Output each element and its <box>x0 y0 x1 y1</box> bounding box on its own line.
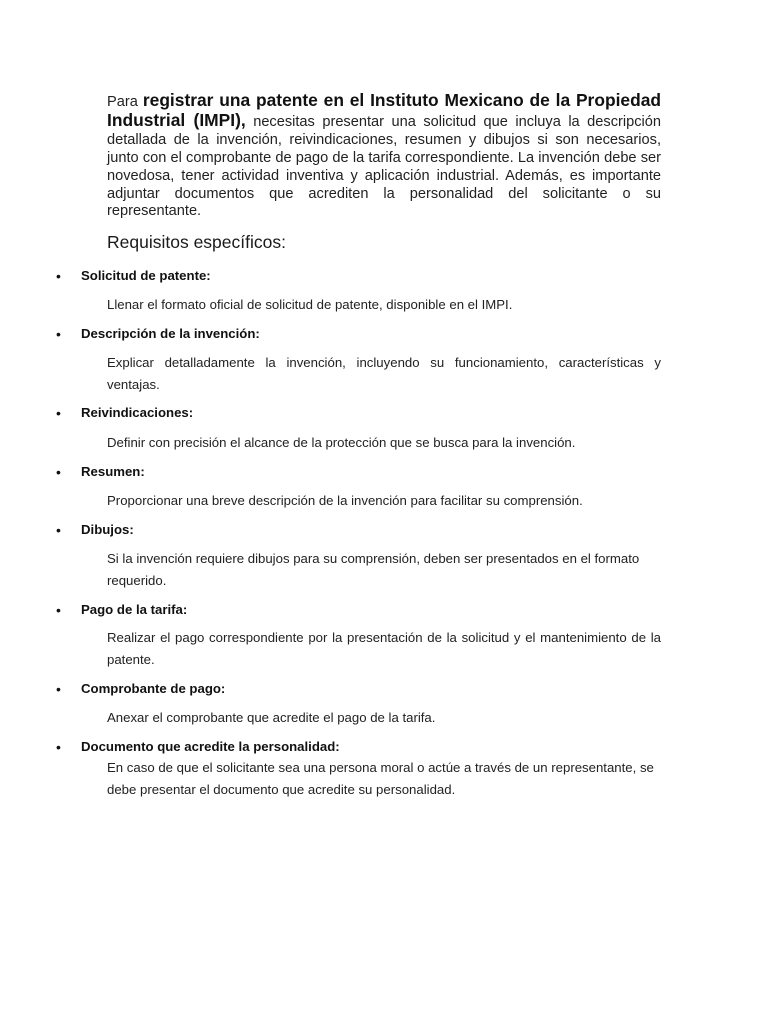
requirement-description: Realizar el pago correspondiente por la presentación de la solicitud y el mantenimiento de la patente. <box>107 630 661 667</box>
requirement-description: Proporcionar una breve descripción de la invención para facilitar su comprensión. <box>107 493 583 508</box>
requirement-description: Llenar el formato oficial de solicitud de patente, disponible en el IMPI. <box>107 297 513 312</box>
bullet-marker: • <box>56 602 61 618</box>
requirement-description: Anexar el comprobante que acredite el pago de la tarifa. <box>107 710 436 725</box>
intro-paragraph <box>107 92 661 221</box>
bullet-marker: • <box>56 326 61 342</box>
intro-bold-lead: registrar una patente en el Instituto Mexicano de la Propiedad Industrial (IMPI), <box>107 90 661 130</box>
requirement-description: Explicar detalladamente la invención, incluyendo su funcionamiento, características y ventajas. <box>107 355 661 392</box>
bullet-marker: • <box>56 405 61 421</box>
requirement-description: En caso de que el solicitante sea una persona moral o actúe a través de un representante, se debe presentar el documento que acredite su personalidad. <box>107 760 654 797</box>
bullet-marker: • <box>56 268 61 284</box>
requirement-title: Pago de la tarifa: <box>81 602 188 617</box>
intro-body: necesitas presentar una solicitud que incluya la descripción detallada de la invención, reivindicaciones, resumen y dibujos si son necesarios, junto con el comprobante de pago de la tarifa correspondiente. La invención debe ser novedosa, tener actividad inventiva y aplicación industrial. Además, es importante adjuntar documentos que acrediten la personalidad del solicitante o su representante. <box>107 113 661 220</box>
bullet-marker: • <box>56 681 61 697</box>
requirement-title: Resumen: <box>81 464 145 479</box>
requirement-title: Documento que acredite la personalidad: <box>81 739 340 754</box>
bullet-marker: • <box>56 522 61 538</box>
requirement-description: Si la invención requiere dibujos para su comprensión, deben ser presentados en el formato requerido. <box>107 551 640 588</box>
requirement-title: Reivindicaciones: <box>81 405 194 420</box>
requirement-title: Descripción de la invención: <box>81 326 260 341</box>
bullet-marker: • <box>56 739 61 755</box>
requirement-title: Dibujos: <box>81 522 134 537</box>
bullet-marker: • <box>56 464 61 480</box>
requirement-description: Definir con precisión el alcance de la protección que se busca para la invención. <box>107 435 576 450</box>
intro-lead-word: Para <box>107 94 143 110</box>
requirement-title: Comprobante de pago: <box>81 681 226 696</box>
requirement-title: Solicitud de patente: <box>81 268 211 283</box>
section-heading: Requisitos específicos: <box>107 232 286 252</box>
